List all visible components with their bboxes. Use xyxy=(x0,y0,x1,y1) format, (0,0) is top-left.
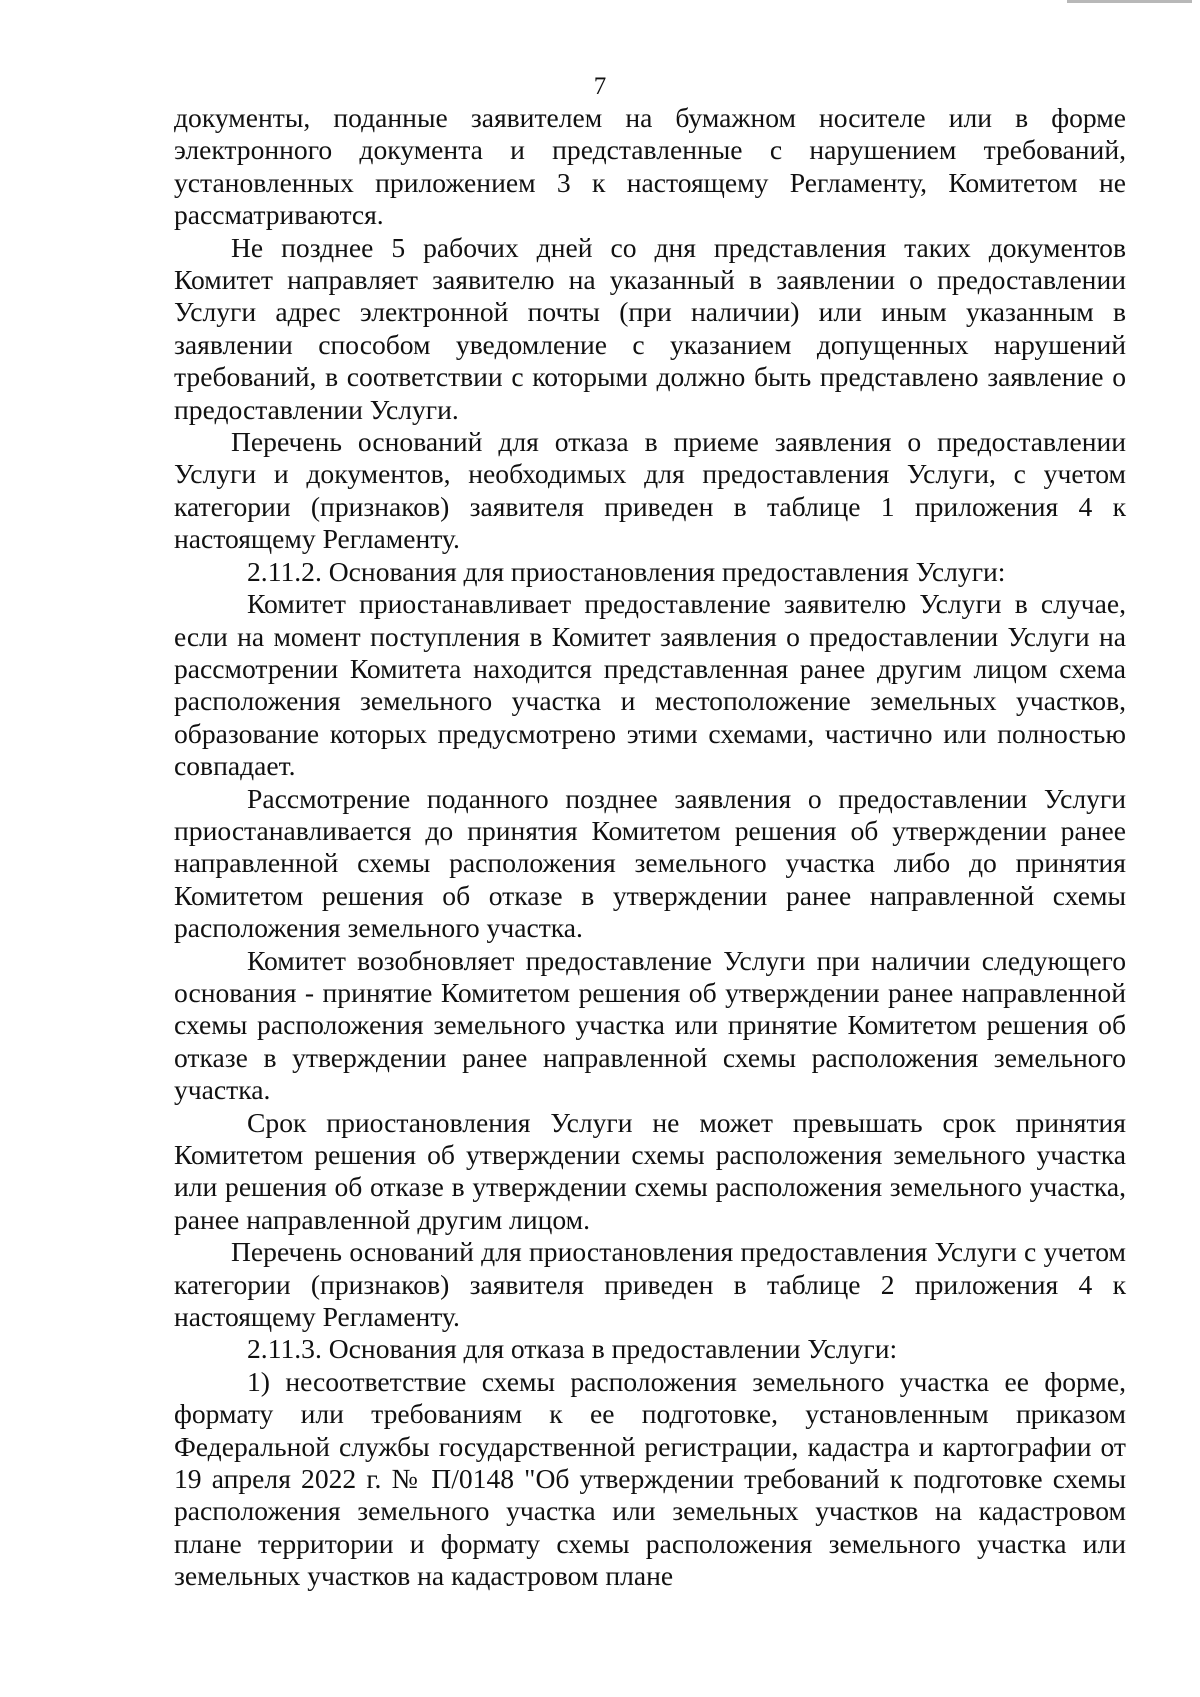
paragraph: Комитет приостанавливает предоставление заявителю Услуги в случае, если на момент поступления в Комитет заявления о предоставлении Услуги на рассмотрении Комитета находится представленная ранее другим лицом схема расположения земельного участка и местоположение земельных участков, образование которых предусмотрено этими схемами, частично или полностью совпадает. xyxy=(174,588,1126,782)
section-heading: 2.11.2. Основания для приостановления предоставления Услуги: xyxy=(247,555,1006,587)
paragraph: документы, поданные заявителем на бумажном носителе или в форме электронного документа и представленные с нарушением требований, установленных приложением 3 к настоящему Регламенту, Комитетом не рассматриваются. xyxy=(174,102,1126,231)
paragraph: Срок приостановления Услуги не может превышать срок принятия Комитетом решения об утверждении схемы расположения земельного участка или решения об отказе в утверждении схемы расположения земельного участка, ранее направленной другим лицом. xyxy=(174,1106,1126,1235)
list-item: 1) несоответствие схемы расположения земельного участка ее форме, формату или требованиям к ее подготовке, установленным приказом Федеральной службы государственной регистрации, кадастра и картографии от 19 апреля 2022 г. № П/0148 "Об утверждении требований к подготовке схемы расположения земельного участка или земельных участков на кадастровом плане территории и формату схемы расположения земельного участка или земельных участков на кадастровом плане xyxy=(174,1365,1126,1592)
paragraph: Перечень оснований для приостановления предоставления Услуги с учетом категории (признаков) заявителя приведен в таблице 2 приложения 4 к настоящему Регламенту. xyxy=(174,1236,1126,1333)
paragraph: Перечень оснований для отказа в приеме заявления о предоставлении Услуги и документов, необходимых для предоставления Услуги, с учетом категории (признаков) заявителя приведен в таблице 1 приложения 4 к настоящему Регламенту. xyxy=(174,426,1126,555)
paragraph: Комитет возобновляет предоставление Услуги при наличии следующего основания - принятие Комитетом решения об утверждении ранее направленной схемы расположения земельного участка или принятие Комитетом решения об отказе в утверждении ранее направленной схемы расположения земельного участка. xyxy=(174,944,1126,1106)
paragraph: Рассмотрение поданного позднее заявления о предоставлении Услуги приостанавливается до принятия Комитетом решения об утверждении ранее направленной схемы расположения земельного участка либо до принятия Комитетом решения об отказе в утверждении ранее направленной схемы расположения земельного участка. xyxy=(174,782,1126,944)
section-heading: 2.11.3. Основания для отказа в предоставлении Услуги: xyxy=(247,1333,898,1365)
body-text xyxy=(174,102,1126,1593)
page-number: 7 xyxy=(593,73,607,100)
paragraph: Не позднее 5 рабочих дней со дня представления таких документов Комитет направляет заявителю на указанный в заявлении о предоставлении Услуги адрес электронной почты (при наличии) или иным указанным в заявлении способом уведомление с указанием допущенных нарушений требований, в соответствии с которыми должно быть представлено заявление о предоставлении Услуги. xyxy=(174,231,1126,425)
scan-edge-mark xyxy=(1067,0,1192,3)
